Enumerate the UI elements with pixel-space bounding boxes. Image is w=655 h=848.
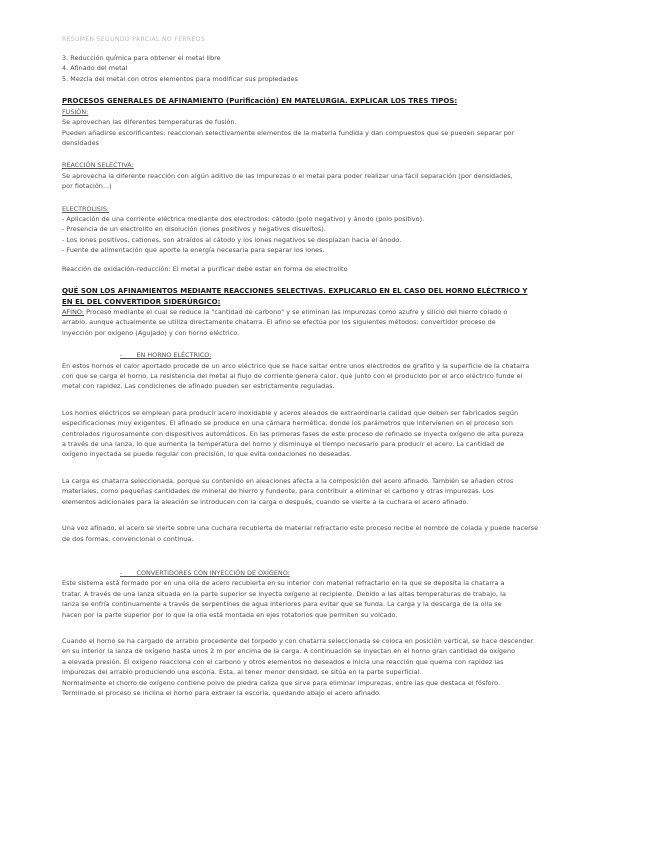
conv-line: Cuando el horno se ha cargado de arrabio procedente del torpedo y con chatarra seleccionada se coloca en posición vertical, se hace descender: [62, 636, 534, 645]
afino-line: arrabio, aunque actualmente se utiliza directamente chatarra. El afino se efectúa por los siguientes métodos: convertidor proceso de: [62, 318, 496, 327]
horno-line: de dos formas, convencional o continua.: [62, 534, 194, 543]
oxidacion-line: Reacción de oxidación-reducción: El metal a purificar debe estar en forma de electrolito: [62, 264, 348, 273]
electrolisis-line: - Presencia de un electrolito en disolución (iones positivos y negativos disueltos).: [62, 225, 326, 234]
reaccion-line: por flotación...): [62, 182, 112, 191]
conv-line: Terminado el proceso se inclina el horno para extraer la escoria, quedando abajo el acero afinado.: [62, 688, 381, 697]
section-title-reacciones: EN EL DEL CONVERTIDOR SIDERÚRGICO:: [62, 297, 221, 306]
section-title-reacciones: QUÉ SON LOS AFINAMIENTOS MEDIANTE REACCIONES SELECTIVAS. EXPLICARLO EN EL CASO DEL HORNO ELÉCTRICO Y: [62, 287, 528, 295]
conv-line: a elevada presión. El oxígeno reacciona con el carbono y otros elementos no deseados e inicia una reacción que quema con rapidez las: [62, 657, 504, 666]
fusion-line: densidades: [62, 138, 99, 147]
horno-line: elementos adicionales para la aleación se introducen con la carga o después, cuando se vierte a la cuchara el acero afinado.: [62, 497, 469, 506]
electrolisis-line: - Fuente de alimentación que aporte la energía necesaria para separar los iones.: [62, 246, 325, 255]
horno-line: oxígeno inyectada se puede regular con precisión, lo que evita oxidaciones no deseadas.: [62, 450, 352, 459]
subsection-title-convertidores: - CONVERTIDORES CON INYECCIÓN DE OXÍGENO:: [120, 568, 290, 577]
conv-line: Normalmente el chorro de oxígeno contiene polvo de piedra caliza que sirve para eliminar impurezas, entre las que destaca el fósforo.: [62, 678, 501, 687]
horno-line: a través de una lanza, lo que aumenta la temperatura del horno y disminuye el tiempo necesario para producir el acero. La cantidad de: [62, 440, 505, 449]
conv-line: impurezas del arrabio produciendo una escoria. Esta, al tener menor densidad, se sitúa en la parte superficial.: [62, 668, 422, 677]
afino-line: inyección por oxígeno (Agujado) y con horno eléctrico.: [62, 328, 240, 337]
horno-line: En estos hornos el calor aportado procede de un arco eléctrico que se hace saltar entre unos electrodos de grafito y la superficie de la chatarra: [62, 361, 530, 370]
fusion-line: Se aprovechan las diferentes temperaturas de fusión.: [62, 118, 237, 127]
fusion-line: Pueden añadirse escorificantes: reaccionan selectivamente elementos de la materia fundida y dan compuestos que se pueden separar por: [62, 128, 515, 137]
afino-label: AFINO:: [62, 308, 85, 316]
subsection-title-electrolisis: ELECTROLISIS:: [62, 204, 110, 213]
conv-line: en su interior la lanza de oxígeno hasta unos 2 m por encima de la carga. A continuación se inyectan en el horno gran cantidad de oxígeno: [62, 647, 516, 656]
subsection-title-fusion: FUSIÓN:: [62, 107, 89, 116]
horno-line: metal con rapidez. Las condiciones de afinado pueden ser estrictamente reguladas.: [62, 382, 335, 391]
conv-line: Este sistema está formado por en una olla de acero recubierta en su interior con material refractario en la que se deposita la chatarra a: [62, 579, 505, 588]
conv-line: lanza se enfría continuamente a través de serpentines de agua interiores para evitar que se funda. La carga y la descarga de la olla se: [62, 600, 502, 609]
afino-line: [62, 307, 593, 317]
horno-line: especificaciones muy exigentes. El afinado se produce en una cámara hermética, donde los parámetros que intervienen en el proceso son: [62, 419, 513, 428]
reaccion-line: Se aprovecha la diferente reacción con algún aditivo de las impurezas o el metal para poder realizar una fácil separación (por densidades,: [62, 171, 513, 180]
subsection-title-reaccion: REACCIÓN SELECTIVA:: [62, 161, 134, 170]
electrolisis-line: - Los iones positivos, cationes, son atraídos al cátodo y los iones negativos se desplazan hacia el ánodo.: [62, 235, 402, 244]
section-title-afinamiento: PROCESOS GENERALES DE AFINAMIENTO (Purificación) EN MATELURGIA. EXPLICAR LOS TRES TIPOS:: [62, 97, 458, 106]
subsection-title-horno: - EN HORNO ELÉCTRICO:: [120, 351, 212, 360]
page-header: RESUMEN SEGUNDO PARCIAL NO FÉRREOS: [62, 36, 206, 43]
horno-line: La carga es chatarra seleccionada, porque su contenido en aleaciones afecta a la composición del acero afinado. También se añaden otros: [62, 476, 514, 485]
intro-item: 4. Afinado del metal: [62, 64, 128, 73]
intro-item: 3. Reducción química para obtener el metal libre: [62, 54, 221, 62]
intro-item: 5. Mezcla del metal con otros elementos para modificar sus propiedades: [62, 74, 299, 83]
horno-line: controlados rigurosamente con dispositivos automáticos. En las primeras fases de este proceso de refinado se inyecta oxígeno de alta pureza: [62, 429, 524, 438]
electrolisis-line: - Aplicación de una corriente eléctrica mediante dos electrodos: cátodo (polo negativo) y ánodo (polo positivo).: [62, 214, 425, 223]
conv-line: hacen por la parte superior por lo que la olla está montada en ejes rotatorios que permiten su volcado.: [62, 610, 398, 619]
horno-line: materiales, como pequeñas cantidades de mineral de hierro y fundente, para contribuir a eliminar el carbono y otras impurezas. Los: [62, 487, 494, 496]
horno-line: Los hornos eléctricos se emplean para producir acero inoxidable y aceros aleados de extraordinaria calidad que deben ser fabricados según: [62, 408, 519, 417]
conv-title-text: CONVERTIDORES CON INYECCIÓN DE OXÍGENO:: [136, 568, 290, 577]
intro-list: [62, 53, 593, 84]
horno-title-text: EN HORNO ELÉCTRICO:: [136, 351, 212, 360]
horno-line: Una vez afinado, el acero se vierte sobre una cuchara recubierta de material refractario este proceso recibe el nombre de colada y puede hacerse: [62, 524, 539, 533]
afino-text: Proceso mediante el cual se reduce la "cantidad de carbono" y se eliminan las impurezas como azufre y silicio del hierro colado o: [84, 308, 508, 316]
horno-line: con que se carga el horno. La resistencia del metal al flujo de corriente genera calor, que junto con el producido por el arco eléctrico funde el: [62, 372, 523, 381]
conv-line: tratar. A través de una lanza situada en la parte superior se inyecta oxígeno al recipiente. Debido a las altas temperaturas de trabajo, la: [62, 589, 506, 598]
